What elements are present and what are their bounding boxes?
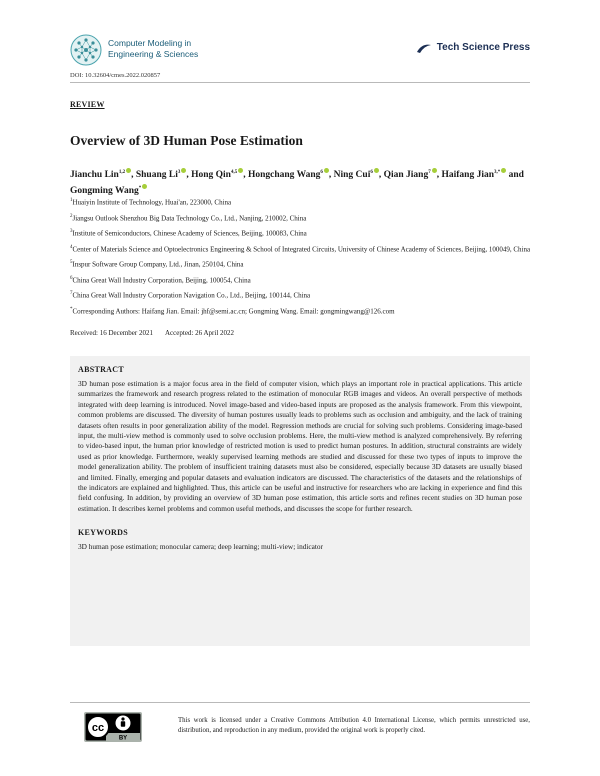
affiliation-item: [70, 243, 532, 255]
affiliation-text: China Great Wall Industry Corporation Navigation Co., Ltd., Beijing, 100144, China: [72, 291, 311, 300]
author-separator: ,: [328, 170, 334, 181]
author-affiliation-marker: 1,2: [118, 170, 126, 175]
author-affiliation-marker: 3,*: [494, 170, 501, 175]
license-text: This work is licensed under a Creative Commons Attribution 4.0 International License, which permits unrestricted use, distribution, and reproduction in any medium, provided the original work is properly cited.: [178, 717, 530, 734]
abstract-box: [70, 356, 530, 646]
journal-name-line2: Engineering & Sciences: [108, 49, 199, 59]
affiliation-marker: 2: [70, 213, 73, 219]
affiliation-marker: 4: [70, 244, 73, 250]
cc-by-license-icon: [84, 712, 142, 742]
author-name: Shuang Li: [135, 170, 178, 181]
affiliation-item: [70, 212, 532, 224]
affiliation-marker: *: [70, 306, 73, 312]
author-affiliation-marker: 4,5: [230, 170, 238, 175]
affiliation-marker: 6: [70, 275, 73, 281]
publisher-name: Tech Science Press: [436, 42, 530, 53]
author-name: Gongming Wang: [70, 186, 139, 197]
affiliation-item: [70, 258, 532, 270]
affiliation-item: [70, 227, 532, 239]
journal-logo-icon: [70, 34, 102, 66]
author-list: [70, 166, 532, 198]
article-type-label: REVIEW: [70, 100, 105, 109]
author-separator: ,: [378, 170, 384, 181]
author-name: Hong Qin: [191, 170, 231, 181]
author-separator: ,: [131, 170, 136, 181]
author-name: Qian Jiang: [383, 170, 429, 181]
publisher-logo: [418, 42, 530, 56]
journal-name: [108, 38, 198, 60]
cc-label: cc: [91, 722, 105, 734]
author-name: Jianchu Lin: [70, 170, 119, 181]
affiliation-text: China Great Wall Industry Corporation, Beijing, 100054, China: [72, 275, 251, 284]
author-separator: ,: [436, 170, 442, 181]
footer-divider: [70, 702, 530, 703]
abstract-heading: ABSTRACT: [78, 365, 124, 374]
accepted-date: Accepted: 26 April 2022: [165, 329, 235, 337]
orcid-icon[interactable]: [142, 184, 147, 189]
received-date: Received: 16 December 2021: [70, 329, 153, 337]
affiliation-marker: 7: [70, 291, 73, 297]
author-name: Haifang Jian: [441, 170, 494, 181]
affiliation-item: [70, 274, 532, 286]
abstract-text: 3D human pose estimation is a major focus area in the field of computer vision, which plays an important role in practical applications. This article summarizes the framework and research progress related to the estimation of monocular RGB images and videos. An overall perspective of methods integrated with deep learning is introduced. Novel image-based and video-based inputs are proposed as the analysis framework. From this viewpoint, common problems are discussed. The diversity of human postures usually leads to problems such as occlusion and ambiguity, and the lack of training datasets often results in poor generalization ability of the model. Regression methods are crucial for solving such problems. Considering image-based input, the multi-view method is commonly used to solve occlusion problems. Here, the multi-view method is analyzed comprehensively. By referring to video-based input, the human prior knowledge of restricted motion is used to predict human postures. In addition, structural constraints are widely used as prior knowledge. Furthermore, weakly supervised learning methods are studied and discussed for these two types of inputs to improve the model generalization ability. The problem of insufficient training datasets must also be considered, especially because 3D datasets are usually biased and limited. Finally, emerging and popular datasets and evaluation indicators are discussed. The characteristics of the datasets and the relationships of the indicators are explained and highlighted. Thus, this article can be useful and instructive for researchers who are lacking in experience and find this field confusing. In addition, by providing an overview of 3D human pose estimation, this article sorts and refines recent studies on 3D human pose estimation. It describes kernel problems and common useful methods, and discusses the scope for further research.: [78, 379, 522, 513]
by-label: BY: [118, 735, 128, 742]
article-dates: [70, 329, 234, 337]
author-affiliation-marker: 6: [370, 170, 373, 175]
author-affiliation-marker: *: [138, 186, 142, 192]
affiliations: [70, 196, 532, 320]
affiliation-marker: 1: [70, 198, 73, 203]
affiliation-item: [70, 196, 532, 208]
journal-name-line1: Computer Modeling in: [108, 38, 192, 48]
author-affiliation-marker: 3: [177, 170, 181, 175]
affiliation-item: [70, 305, 532, 317]
author-affiliation-marker: 7: [428, 170, 431, 175]
affiliation-text: Corresponding Authors: Haifang Jian. Email: jhf@semi.ac.cn; Gongming Wang. Email: gongmingwang@126.com: [72, 306, 395, 315]
affiliation-marker: 3: [70, 229, 73, 235]
affiliation-text: Inspur Software Group Company, Ltd., Jinan, 250104, China: [72, 260, 244, 269]
author-name: Ning Cui: [333, 170, 371, 181]
page-footer: [70, 712, 530, 752]
affiliation-text: Huaiyin Institute of Technology, Huai'an, 223000, China: [72, 198, 232, 207]
author-separator: ,: [186, 170, 192, 181]
author-separator: ,: [243, 170, 248, 181]
affiliation-text: Center of Materials Science and Optoelectronics Engineering & School of Integrated Circuits, University of Chinese Academy of Sciences, Beijing, 100049, China: [72, 244, 531, 253]
keywords-heading: KEYWORDS: [78, 528, 128, 538]
affiliation-marker: 5: [70, 260, 73, 266]
article-title: Overview of 3D Human Pose Estimation: [70, 133, 303, 148]
header-divider: [70, 82, 530, 83]
keywords-text: 3D human pose estimation; monocular camera; deep learning; multi-view; indicator: [78, 542, 323, 552]
page-header: [70, 34, 530, 64]
author-affiliation-marker: 6: [320, 170, 323, 175]
affiliation-text: Institute of Semiconductors, Chinese Academy of Sciences, Beijing, 100083, China: [72, 229, 307, 238]
doi: DOI: 10.32604/cmes.2022.020857: [70, 72, 161, 79]
affiliation-item: [70, 289, 532, 301]
author-separator: and: [506, 170, 524, 181]
affiliation-text: Jiangsu Outlook Shenzhou Big Data Technology Co., Ltd., Nanjing, 210002, China: [72, 213, 307, 222]
publisher-swoosh-icon: [416, 42, 432, 56]
author-name: Hongchang Wang: [247, 170, 321, 181]
